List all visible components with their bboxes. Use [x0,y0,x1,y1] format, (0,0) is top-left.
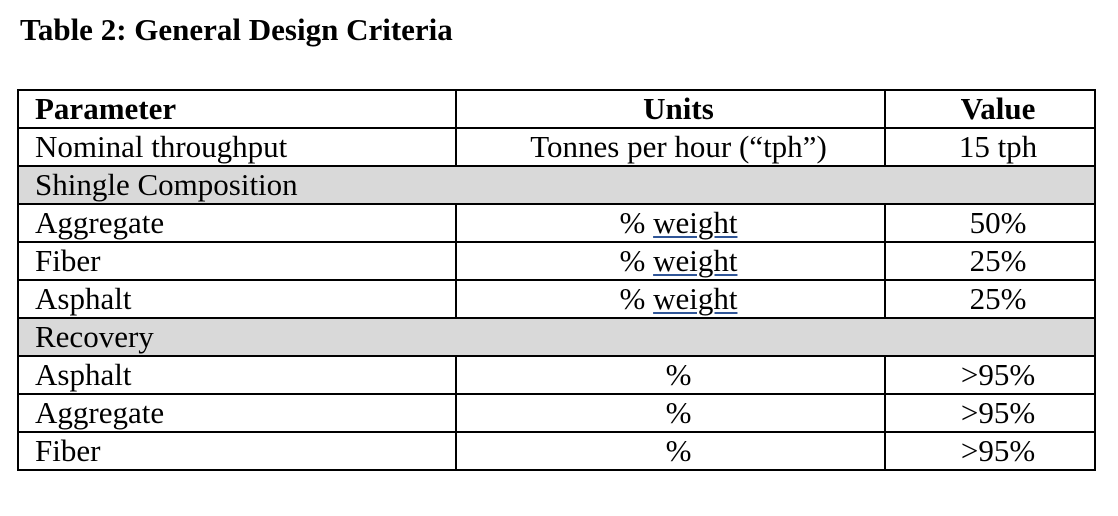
table-row [18,280,1095,318]
cell-value: >95% [885,394,1095,432]
cell-parameter: Asphalt [18,280,456,318]
cell-parameter: Fiber [18,242,456,280]
cell-parameter: Nominal throughput [18,128,456,166]
cell-units: % [456,432,885,470]
header-units: Units [456,90,885,128]
cell-units [456,280,885,318]
table-row [18,432,1095,470]
cell-units [456,242,885,280]
table-row [18,356,1095,394]
cell-value: 15 tph [885,128,1095,166]
unit-weight: weight [653,205,738,240]
cell-value: 50% [885,204,1095,242]
cell-parameter: Asphalt [18,356,456,394]
section-row-shingle-composition [18,166,1095,204]
cell-units: Tonnes per hour (“tph”) [456,128,885,166]
table-header-row [18,90,1095,128]
table-row [18,204,1095,242]
unit-weight: weight [653,281,738,316]
unit-percent: % [619,205,646,240]
cell-parameter: Aggregate [18,394,456,432]
section-label: Shingle Composition [18,166,1095,204]
cell-units [456,204,885,242]
cell-parameter: Fiber [18,432,456,470]
header-value: Value [885,90,1095,128]
cell-units: % [456,356,885,394]
table-caption: Table 2: General Design Criteria [20,12,453,47]
unit-percent: % [619,281,646,316]
cell-value: 25% [885,280,1095,318]
table-row [18,128,1095,166]
section-label: Recovery [18,318,1095,356]
unit-weight: weight [653,243,738,278]
design-criteria-table [17,89,1096,471]
table-row [18,242,1095,280]
section-row-recovery [18,318,1095,356]
cell-value: 25% [885,242,1095,280]
unit-percent: % [619,243,646,278]
cell-parameter: Aggregate [18,204,456,242]
cell-value: >95% [885,356,1095,394]
cell-value: >95% [885,432,1095,470]
header-parameter: Parameter [18,90,456,128]
table-row [18,394,1095,432]
cell-units: % [456,394,885,432]
